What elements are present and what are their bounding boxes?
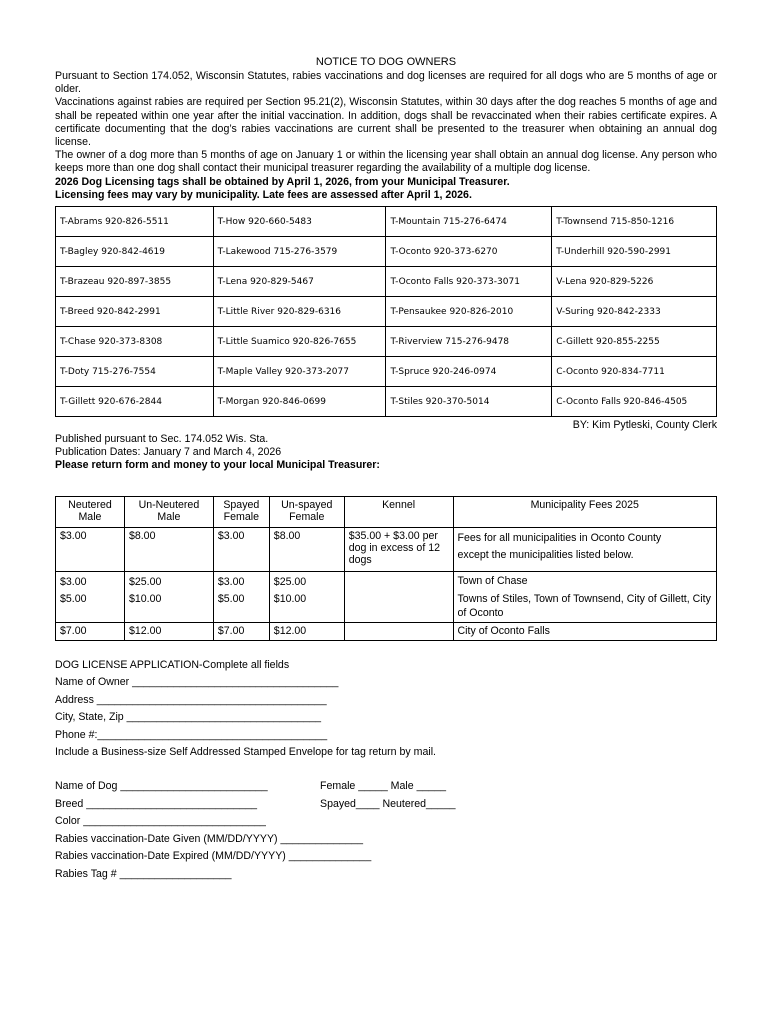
- phone-cell: T-How 920-660-5483: [213, 207, 386, 237]
- header-neutered-male: Neutered Male: [56, 497, 125, 528]
- phone-cell: T-Little River 920-829-6316: [213, 297, 386, 327]
- return-instructions: Please return form and money to your local Municipal Treasurer:: [55, 459, 380, 472]
- address-field[interactable]: Address _______________________________________: [55, 693, 327, 706]
- license-application-form: [55, 657, 717, 883]
- publication-info: [55, 433, 717, 472]
- phone-cell: T-Lena 920-829-5467: [213, 267, 386, 297]
- header-kennel: Kennel: [344, 497, 453, 528]
- phone-cell: T-Abrams 920-826-5511: [56, 207, 214, 237]
- phone-cell: C-Oconto Falls 920-846-4505: [552, 387, 717, 417]
- spayed-neutered-field[interactable]: Spayed____ Neutered_____: [320, 797, 456, 810]
- phone-cell: T-Morgan 920-846-0699: [213, 387, 386, 417]
- phone-cell: T-Gillett 920-676-2844: [56, 387, 214, 417]
- table-row: [56, 387, 717, 417]
- municipality-cell: Fees for all municipalities in Oconto County except the municipalities listed below.: [453, 528, 717, 572]
- rabies-tag-field[interactable]: Rabies Tag # ___________________: [55, 867, 232, 880]
- fee-cell: $25.00 $10.00: [269, 572, 344, 623]
- phone-cell: C-Oconto 920-834-7711: [552, 357, 717, 387]
- kennel-fee-cell: [344, 572, 453, 623]
- publication-dates: Publication Dates: January 7 and March 4, 2026: [55, 446, 282, 459]
- table-row: [56, 237, 717, 267]
- application-heading: DOG LICENSE APPLICATION-Complete all fields: [55, 659, 290, 672]
- table-row: [56, 623, 717, 641]
- header-unspayed-female: Un-spayed Female: [269, 497, 344, 528]
- vaccination-date-expired-field[interactable]: Rabies vaccination-Date Expired (MM/DD/YYYY) ______________: [55, 850, 372, 863]
- notice-document: [55, 56, 717, 883]
- county-clerk-byline: BY: Kim Pytleski, County Clerk: [572, 419, 717, 432]
- dog-name-field[interactable]: Name of Dog _________________________: [55, 780, 268, 793]
- color-field[interactable]: Color _______________________________: [55, 815, 266, 828]
- fee-cell: $3.00 $5.00: [213, 572, 269, 623]
- table-row: [56, 297, 717, 327]
- phone-cell: T-Bagley 920-842-4619: [56, 237, 214, 267]
- owner-name-field[interactable]: Name of Owner ___________________________________: [55, 676, 339, 689]
- notice-paragraph-2: Vaccinations against rabies are required per Section 95.21(2), Wisconsin Statutes, within 30 days after the dog reaches 5 months of age and shall be repeated within one year after the initial vaccination. In addition, dogs shall be revaccinated when their rabies certificate expires. A certificate documenting that the dog’s rabies vaccinations are current shall be presented to the treasurer when obtaining an annual dog license.: [55, 96, 717, 149]
- table-row: [56, 327, 717, 357]
- kennel-fee-cell: [344, 623, 453, 641]
- fee-cell: $3.00 $5.00: [56, 572, 125, 623]
- municipality-cell: Town of Chase Towns of Stiles, Town of Townsend, City of Gillett, City of Oconto: [453, 572, 717, 623]
- fee-cell: $3.00: [56, 528, 125, 572]
- phone-cell: T-Maple Valley 920-373-2077: [213, 357, 386, 387]
- phone-cell: T-Lakewood 715-276-3579: [213, 237, 386, 267]
- table-row: [56, 207, 717, 237]
- phone-cell: T-Riverview 715-276-9478: [386, 327, 552, 357]
- phone-cell: T-Townsend 715-850-1216: [552, 207, 717, 237]
- publication-statute: Published pursuant to Sec. 174.052 Wis. Sta.: [55, 433, 269, 446]
- phone-cell: T-Oconto Falls 920-373-3071: [386, 267, 552, 297]
- fee-cell: $8.00: [269, 528, 344, 572]
- dog-name-row: [55, 778, 717, 795]
- phone-cell: T-Oconto 920-373-6270: [386, 237, 552, 267]
- phone-cell: C-Gillett 920-855-2255: [552, 327, 717, 357]
- phone-cell: T-Breed 920-842-2991: [56, 297, 214, 327]
- breed-field[interactable]: Breed _____________________________: [55, 797, 258, 810]
- notice-deadline: 2026 Dog Licensing tags shall be obtained by April 1, 2026, from your Municipal Treasurer.: [55, 175, 510, 188]
- header-unneutered-male: Un-Neutered Male: [124, 497, 213, 528]
- phone-cell: V-Lena 920-829-5226: [552, 267, 717, 297]
- header-spayed-female: Spayed Female: [213, 497, 269, 528]
- kennel-fee-cell: $35.00 + $3.00 per dog in excess of 12 dogs: [344, 528, 453, 572]
- phone-cell: T-Chase 920-373-8308: [56, 327, 214, 357]
- vaccination-date-given-field[interactable]: Rabies vaccination-Date Given (MM/DD/YYYY) ______________: [55, 832, 363, 845]
- table-row: [56, 528, 717, 572]
- phone-cell: T-Spruce 920-246-0974: [386, 357, 552, 387]
- phone-cell: V-Suring 920-842-2333: [552, 297, 717, 327]
- table-row: [56, 572, 717, 623]
- municipality-cell: City of Oconto Falls: [453, 623, 717, 641]
- phone-cell: T-Doty 715-276-7554: [56, 357, 214, 387]
- fee-cell: $3.00: [213, 528, 269, 572]
- fee-cell: $12.00: [124, 623, 213, 641]
- fee-cell: $7.00: [213, 623, 269, 641]
- table-row: [56, 267, 717, 297]
- phone-cell: T-Pensaukee 920-826-2010: [386, 297, 552, 327]
- table-row: [56, 357, 717, 387]
- license-fee-table: [55, 496, 717, 641]
- phone-cell: T-Little Suamico 920-826-7655: [213, 327, 386, 357]
- notice-title: NOTICE TO DOG OWNERS: [315, 56, 457, 68]
- envelope-instructions: Include a Business-size Self Addressed Stamped Envelope for tag return by mail.: [55, 746, 436, 759]
- notice-late-fees: Licensing fees may vary by municipality. Late fees are assessed after April 1, 2026.: [55, 188, 472, 201]
- sex-field[interactable]: Female _____ Male _____: [320, 780, 447, 793]
- phone-field[interactable]: Phone #:_______________________________________: [55, 728, 328, 741]
- phone-cell: T-Brazeau 920-897-3855: [56, 267, 214, 297]
- header-municipality-fees: Municipality Fees 2025: [453, 497, 717, 528]
- table-header-row: [56, 497, 717, 528]
- phone-cell: T-Underhill 920-590-2991: [552, 237, 717, 267]
- fee-cell: $12.00: [269, 623, 344, 641]
- fee-cell: $8.00: [124, 528, 213, 572]
- city-state-zip-field[interactable]: City, State, Zip _________________________________: [55, 711, 322, 724]
- phone-cell: T-Mountain 715-276-6474: [386, 207, 552, 237]
- notice-paragraph-1: Pursuant to Section 174.052, Wisconsin Statutes, rabies vaccinations and dog licenses are required for all dogs who are 5 months of age or older.: [55, 70, 717, 96]
- treasurer-phone-table: [55, 206, 717, 417]
- fee-cell: $7.00: [56, 623, 125, 641]
- breed-row: [55, 796, 717, 813]
- phone-cell: T-Stiles 920-370-5014: [386, 387, 552, 417]
- notice-paragraph-3: The owner of a dog more than 5 months of age on January 1 or within the licensing year shall obtain an annual dog license. Any person who keeps more than one dog shall contact their municipal treasurer regarding the availability of a multiple dog license.: [55, 149, 717, 175]
- fee-cell: $25.00 $10.00: [124, 572, 213, 623]
